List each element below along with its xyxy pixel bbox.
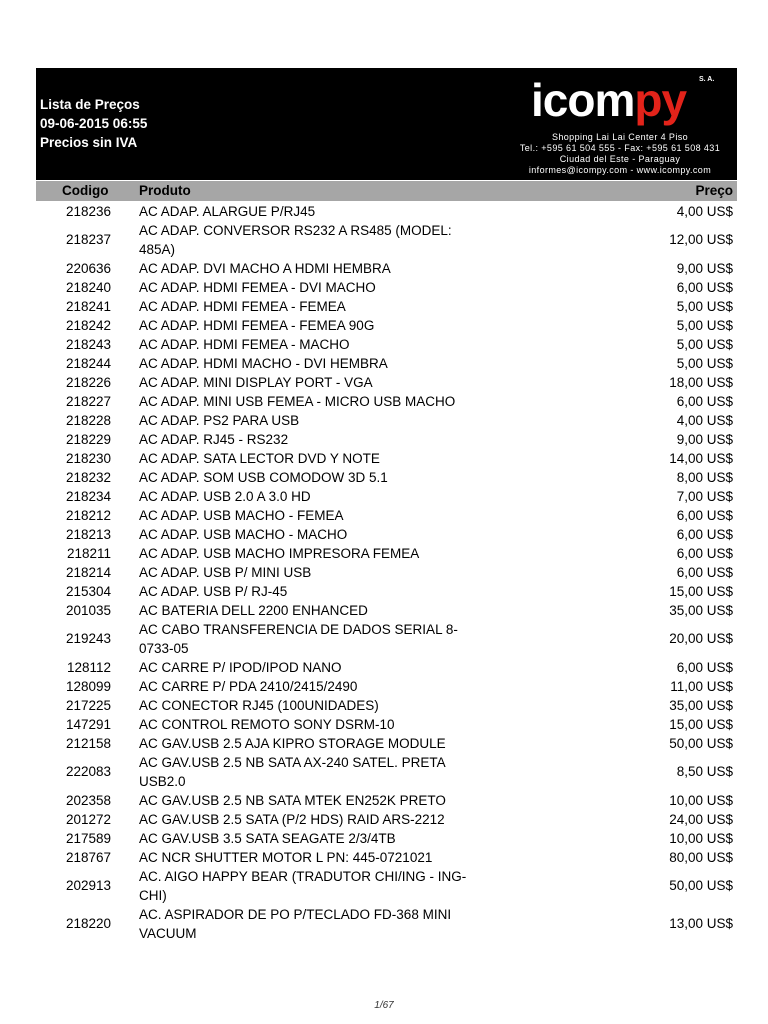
row-price: 35,00 US$ xyxy=(669,698,733,713)
row-price: 6,00 US$ xyxy=(676,394,733,409)
row-code: 218229 xyxy=(65,432,111,447)
row-product: AC GAV.USB 2.5 NB SATA AX-240 SATEL. PRETA USB2.0 xyxy=(139,755,445,789)
row-price: 8,50 US$ xyxy=(676,764,733,779)
row-product: AC ADAP. MINI DISPLAY PORT - VGA xyxy=(139,375,373,390)
row-code: 222083 xyxy=(65,764,111,779)
row-price: 50,00 US$ xyxy=(669,878,733,893)
contact-address: Shopping Lai Lai Center 4 Piso xyxy=(551,132,689,142)
row-price: 10,00 US$ xyxy=(669,793,733,808)
page-number: 1/67 xyxy=(374,1000,394,1011)
table-header xyxy=(36,181,737,201)
table-row xyxy=(36,202,737,221)
table-row xyxy=(36,791,737,810)
row-code: 147291 xyxy=(65,717,111,732)
row-product: AC CARRE P/ IPOD/IPOD NANO xyxy=(139,660,342,675)
row-product: AC ADAP. HDMI FEMEA - FEMEA 90G xyxy=(139,318,375,333)
row-product: AC GAV.USB 2.5 NB SATA MTEK EN252K PRETO xyxy=(139,793,446,808)
row-product: AC CARRE P/ PDA 2410/2415/2490 xyxy=(139,679,358,694)
row-product: AC ADAP. USB MACHO - FEMEA xyxy=(139,508,344,523)
row-price: 6,00 US$ xyxy=(676,527,733,542)
table-row xyxy=(36,221,737,259)
row-code: 128099 xyxy=(65,679,111,694)
table-row xyxy=(36,620,737,658)
contact-city: Ciudad del Este - Paraguay xyxy=(559,154,681,164)
row-product: AC CONTROL REMOTO SONY DSRM-10 xyxy=(139,717,395,732)
row-product: AC ADAP. SOM USB COMODOW 3D 5.1 xyxy=(139,470,388,485)
row-product: AC ADAP. MINI USB FEMEA - MICRO USB MACHO xyxy=(139,394,456,409)
row-product: AC ADAP. RJ45 - RS232 xyxy=(139,432,289,447)
row-price: 5,00 US$ xyxy=(676,337,733,352)
row-code: 218243 xyxy=(65,337,111,352)
table-row xyxy=(36,658,737,677)
table-row xyxy=(36,582,737,601)
row-code: 218241 xyxy=(65,299,111,314)
row-code: 217225 xyxy=(65,698,111,713)
row-code: 218240 xyxy=(65,280,111,295)
contact-web: informes@icompy.com - www.icompy.com xyxy=(528,165,712,175)
table-row xyxy=(36,753,737,791)
table-row xyxy=(36,468,737,487)
column-header-price: Preço xyxy=(695,183,733,198)
row-price: 5,00 US$ xyxy=(676,356,733,371)
row-product: AC ADAP. USB 2.0 A 3.0 HD xyxy=(139,489,311,504)
logo-part-red: py xyxy=(634,74,687,126)
table-row xyxy=(36,544,737,563)
row-price: 9,00 US$ xyxy=(676,432,733,447)
row-code: 218242 xyxy=(65,318,111,333)
document-title: Lista de Preços xyxy=(40,97,140,112)
table-row xyxy=(36,848,737,867)
row-product: AC ADAP. SATA LECTOR DVD Y NOTE xyxy=(139,451,380,466)
row-code: 218244 xyxy=(65,356,111,371)
row-price: 6,00 US$ xyxy=(676,508,733,523)
row-price: 6,00 US$ xyxy=(676,280,733,295)
table-row xyxy=(36,430,737,449)
table-row xyxy=(36,867,737,905)
row-price: 5,00 US$ xyxy=(676,318,733,333)
table-row xyxy=(36,335,737,354)
row-product: AC CONECTOR RJ45 (100UNIDADES) xyxy=(139,698,379,713)
table-row xyxy=(36,905,737,943)
row-code: 218213 xyxy=(65,527,111,542)
document-header xyxy=(36,68,737,180)
row-code: 128112 xyxy=(66,660,111,675)
row-code: 218234 xyxy=(65,489,111,504)
row-product: AC ADAP. PS2 PARA USB xyxy=(139,413,300,428)
row-price: 35,00 US$ xyxy=(669,603,733,618)
table-row xyxy=(36,392,737,411)
row-price: 14,00 US$ xyxy=(669,451,733,466)
row-product: AC NCR SHUTTER MOTOR L PN: 445-0721021 xyxy=(139,850,433,865)
table-row xyxy=(36,316,737,335)
row-price: 12,00 US$ xyxy=(669,232,733,247)
table-row xyxy=(36,734,737,753)
row-price: 10,00 US$ xyxy=(669,831,733,846)
row-code: 218211 xyxy=(66,546,111,561)
row-code: 218230 xyxy=(65,451,111,466)
row-code: 202358 xyxy=(65,793,111,808)
row-code: 212158 xyxy=(65,736,111,751)
row-price: 18,00 US$ xyxy=(669,375,733,390)
row-code: 201272 xyxy=(65,812,111,827)
row-product: AC ADAP. CONVERSOR RS232 A RS485 (MODEL: 485A) xyxy=(139,223,452,257)
row-product: AC ADAP. HDMI FEMEA - DVI MACHO xyxy=(139,280,376,295)
table-row xyxy=(36,373,737,392)
row-product: AC GAV.USB 2.5 SATA (P/2 HDS) RAID ARS-2212 xyxy=(139,812,445,827)
row-product: AC GAV.USB 2.5 AJA KIPRO STORAGE MODULE xyxy=(139,736,446,751)
column-header-product: Produto xyxy=(139,183,191,198)
row-code: 218212 xyxy=(65,508,111,523)
row-price: 6,00 US$ xyxy=(676,565,733,580)
row-product: AC. ASPIRADOR DE PO P/TECLADO FD-368 MINI VACUUM xyxy=(139,907,452,941)
company-logo xyxy=(531,74,721,126)
row-product: AC ADAP. USB P/ RJ-45 xyxy=(139,584,288,599)
row-price: 13,00 US$ xyxy=(669,916,733,931)
row-code: 217589 xyxy=(65,831,111,846)
row-product: AC ADAP. HDMI FEMEA - MACHO xyxy=(139,337,350,352)
row-price: 9,00 US$ xyxy=(676,261,733,276)
document-datetime: 09-06-2015 06:55 xyxy=(40,116,148,131)
row-product: AC CABO TRANSFERENCIA DE DADOS SERIAL 8-0733-05 xyxy=(139,622,458,656)
row-product: AC ADAP. USB P/ MINI USB xyxy=(139,565,312,580)
row-price: 15,00 US$ xyxy=(669,584,733,599)
row-code: 201035 xyxy=(65,603,111,618)
row-product: AC ADAP. USB MACHO - MACHO xyxy=(139,527,348,542)
table-row xyxy=(36,487,737,506)
table-row xyxy=(36,715,737,734)
row-code: 218767 xyxy=(65,850,111,865)
table-row xyxy=(36,829,737,848)
row-product: AC ADAP. ALARGUE P/RJ45 xyxy=(139,204,316,219)
row-code: 202913 xyxy=(65,878,111,893)
document-subtitle: Precios sin IVA xyxy=(40,135,138,150)
contact-phone: Tel.: +595 61 504 555 - Fax: +595 61 508 431 xyxy=(519,143,721,153)
row-price: 50,00 US$ xyxy=(669,736,733,751)
row-product: AC BATERIA DELL 2200 ENHANCED xyxy=(139,603,368,618)
table-row xyxy=(36,601,737,620)
row-price: 4,00 US$ xyxy=(676,413,733,428)
row-price: 7,00 US$ xyxy=(676,489,733,504)
row-code: 218226 xyxy=(65,375,111,390)
row-price: 20,00 US$ xyxy=(669,631,733,646)
table-row xyxy=(36,810,737,829)
table-row xyxy=(36,354,737,373)
row-price: 80,00 US$ xyxy=(669,850,733,865)
row-code: 218232 xyxy=(65,470,111,485)
table-row xyxy=(36,411,737,430)
company-contact xyxy=(514,132,726,176)
price-table xyxy=(36,202,737,943)
table-row xyxy=(36,506,737,525)
row-price: 5,00 US$ xyxy=(676,299,733,314)
logo-wordmark xyxy=(531,74,686,126)
row-product: AC GAV.USB 3.5 SATA SEAGATE 2/3/4TB xyxy=(139,831,396,846)
row-code: 219243 xyxy=(65,631,111,646)
row-product: AC ADAP. HDMI FEMEA - FEMEA xyxy=(139,299,346,314)
header-info xyxy=(40,95,147,152)
table-row xyxy=(36,563,737,582)
row-price: 11,00 US$ xyxy=(670,679,733,694)
row-price: 24,00 US$ xyxy=(669,812,733,827)
table-row xyxy=(36,677,737,696)
row-code: 220636 xyxy=(65,261,111,276)
row-product: AC ADAP. DVI MACHO A HDMI HEMBRA xyxy=(139,261,391,276)
row-code: 218227 xyxy=(65,394,111,409)
row-code: 215304 xyxy=(65,584,111,599)
table-row xyxy=(36,278,737,297)
row-price: 15,00 US$ xyxy=(669,717,733,732)
table-row xyxy=(36,696,737,715)
logo-sa-label: S. A. xyxy=(699,76,715,83)
column-header-code: Codigo xyxy=(62,183,109,198)
row-price: 8,00 US$ xyxy=(676,470,733,485)
table-row xyxy=(36,525,737,544)
row-product: AC ADAP. USB MACHO IMPRESORA FEMEA xyxy=(139,546,420,561)
row-code: 218237 xyxy=(65,232,111,247)
row-code: 218220 xyxy=(65,916,111,931)
table-row xyxy=(36,297,737,316)
row-code: 218214 xyxy=(65,565,111,580)
row-price: 4,00 US$ xyxy=(676,204,733,219)
row-code: 218236 xyxy=(65,204,111,219)
row-product: AC. AIGO HAPPY BEAR (TRADUTOR CHI/ING - ING-CHI) xyxy=(139,869,467,903)
table-row xyxy=(36,449,737,468)
row-product: AC ADAP. HDMI MACHO - DVI HEMBRA xyxy=(139,356,388,371)
row-price: 6,00 US$ xyxy=(676,660,733,675)
row-code: 218228 xyxy=(65,413,111,428)
table-row xyxy=(36,259,737,278)
logo-part-white: icom xyxy=(531,74,635,126)
row-price: 6,00 US$ xyxy=(676,546,733,561)
